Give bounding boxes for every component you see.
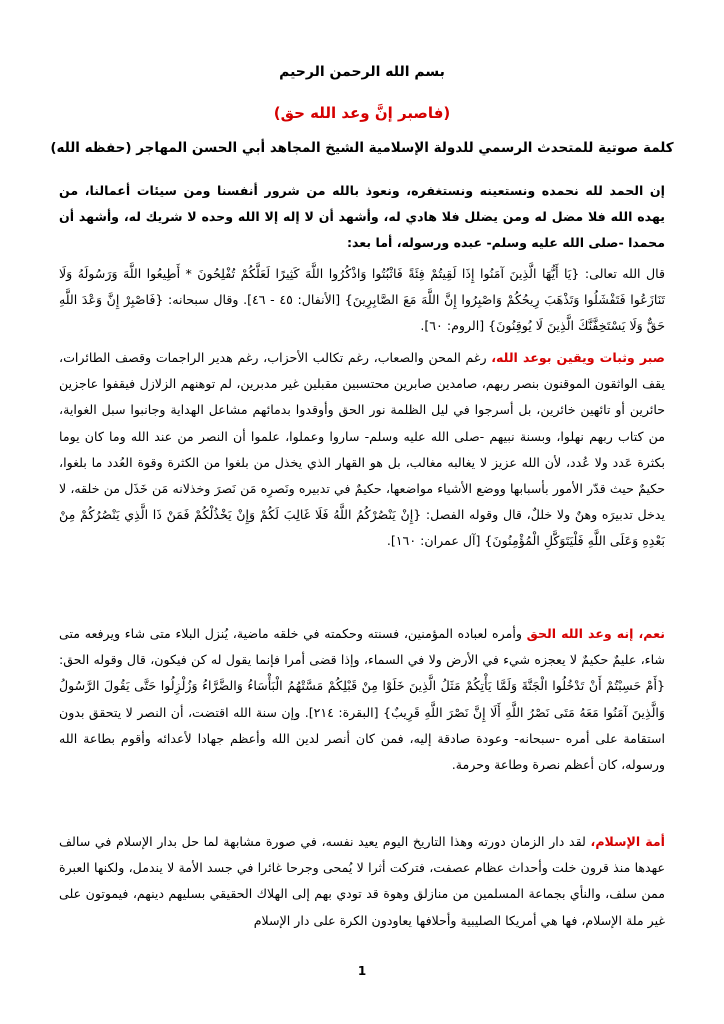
paragraph-promise xyxy=(59,621,665,778)
paragraph-body-text: لقد دار الزمان دورته وهذا التاريخ اليوم يعيد نفسه، في صورة مشابهة لما حل بدار الإسلام في سالف عهدها منذ قرون خلت وأحداث عظام عصفت، فتركت أثرا لا يُمحى وجرحا غائرا في جسد الأمة لا يندمل، ولكنها العبرة ممن سلف، والنأي بجماعة المسلمين من منازلق وهوة قد تودي بهم إلى الهلاك الحقيقي بسليهم دينهم، فيموتون على غير ملة الإسلام، فها هي أمريكا الصليبية وأحلافها يعاودون الكرة على دار الإسلام xyxy=(59,834,665,928)
paragraph-ummah xyxy=(59,829,665,934)
paragraph-patience xyxy=(59,345,665,555)
paragraph-body-text: رغم المحن والصعاب، رغم تكالب الأحزاب، رغم هدير الراجمات وقصف الطائرات، يقف الواثقون الموقنون بنصر ربهم، صامدين صابرين محتسبين مقبلين غير مدبرين، لم توهنهم الزلازل فيقفوا عاجزين حائرين أو تائهين خائرين، بل أسرجوا في ليل الظلمة نور الحق وأوقدوا بدمائهم مشاعل الهداية وجانبوا سبل الغواية، من كتاب ربهم نهلوا، وبسنة نبيهم -صلى الله عليه وسلم- ساروا وعملوا، علموا أن النصر من عند الله وما كان يوما بكثرة عَدد ولا عُدد، لأن الله عزيز لا يغالبه مغالب، بل هو القهار الذي يخذل من بلغوا من الكثرة وقوة العُدد ما بلغوا، حكيمٌ حيث قدّر الأمور بأسبابها ووضع الأشياء مواضعها، حكيمٌ في تدبيره ونَصرِه مَن نَصرَ وخذلانه مَن خَذَل من خلقه، لا يدخل تدبيرَه وهنٌ ولا خللٌ، قال وقوله الفصل: {إِنْ يَنْصُرْكُمُ اللَّهُ فَلَا غَالِبَ لَكُمْ وَإِنْ يَخْذُلْكُمْ فَمَنْ ذَا الَّذِي يَنْصُرُكُمْ مِنْ بَعْدِهِ وَعَلَى اللَّهِ فَلْيَتَوَكَّلِ الْمُؤْمِنُونَ} [آل عمران: ١٦٠]. xyxy=(59,350,665,549)
page-number: 1 xyxy=(357,964,367,978)
basmala-heading: بسم الله الرحمن الرحيم xyxy=(279,64,445,80)
document-title: (فاصبر إنَّ وعد الله حق) xyxy=(273,104,451,122)
paragraph-quran-citation: قال الله تعالى: {يَا أَيُّهَا الَّذِينَ آمَنُوا إِذَا لَقِيتُمْ فِئَةً فَاثْبُتُوا وَاذْكُرُوا اللَّهَ كَثِيرًا لَعَلَّكُمْ تُفْلِحُونَ * أَطِيعُوا اللَّهَ وَرَسُولَهُ وَلَا تَنَازَعُوا فَتَفْشَلُوا وَتَذْهَبَ رِيحُكُمْ وَاصْبِرُوا إِنَّ اللَّهَ مَعَ الصَّابِرِينَ} [الأنفال: ٤٥ - ٤٦]. وقال سبحانه: {فَاصْبِرْ إِنَّ وَعْدَ اللَّهِ حَقٌّ وَلَا يَسْتَخِفَّنَّكَ الَّذِينَ لَا يُوقِنُونَ} [الروم: ٦٠]. xyxy=(59,266,666,334)
paragraph-lead-red: أمة الإسلام، xyxy=(590,834,665,849)
paragraph-body-text: وأمره لعباده المؤمنين، فسنته وحكمته في خلقه ماضية، يُنزل البلاء متى شاء ويرفعه متى شاء، عليمٌ حكيمٌ لا يعجزه شيء في الأرض ولا في السماء، وإذا قضى أمرا فإنما يقول له كن فيكون، قال وقوله الحق: {أَمْ حَسِبْتُمْ أَنْ تَدْخُلُوا الْجَنَّةَ وَلَمَّا يَأْتِكُمْ مَثَلُ الَّذِينَ خَلَوْا مِنْ قَبْلِكُمْ مَسَّتْهُمُ الْبَأْسَاءُ وَالضَّرَّاءُ وَزُلْزِلُوا حَتَّى يَقُولَ الرَّسُولُ وَالَّذِينَ آمَنُوا مَعَهُ مَتَى نَصْرُ اللَّهِ أَلَا إِنَّ نَصْرَ اللَّهِ قَرِيبٌ} [البقرة: ٢١٤]. وإن سنة الله اقتضت، أن النصر لا يتحقق بدون استقامة على أمره -سبحانه- وعودة صادقة إليه، فمن كان أنصر لدين الله وأعظم جهادا لأعدائه وأقوم بطاعة الله ورسوله، كان أعظم نصرة وطاعة وحرمة. xyxy=(59,626,665,773)
paragraph-lead-red: نعم، إنه وعد الله الحق xyxy=(526,626,665,641)
document-subtitle: كلمة صوتية للمتحدث الرسمي للدولة الإسلامية الشيخ المجاهد أبي الحسن المهاجر (حفظه الله) xyxy=(50,140,674,156)
paragraph-opening: إن الحمد لله نحمده ونستعينه ونستغفره، ونعوذ بالله من شرور أنفسنا ومن سيئات أعمالنا، من يهده الله فلا مضل له ومن يضلل فلا هادي له، وأشهد أن لا إله إلا الله وحده لا شريك له، وأشهد أن محمدا -صلى الله عليه وسلم- عبده ورسوله، أما بعد: xyxy=(59,183,665,251)
paragraph-lead-red: صبر وثبات ويقين بوعد الله، xyxy=(491,350,665,365)
